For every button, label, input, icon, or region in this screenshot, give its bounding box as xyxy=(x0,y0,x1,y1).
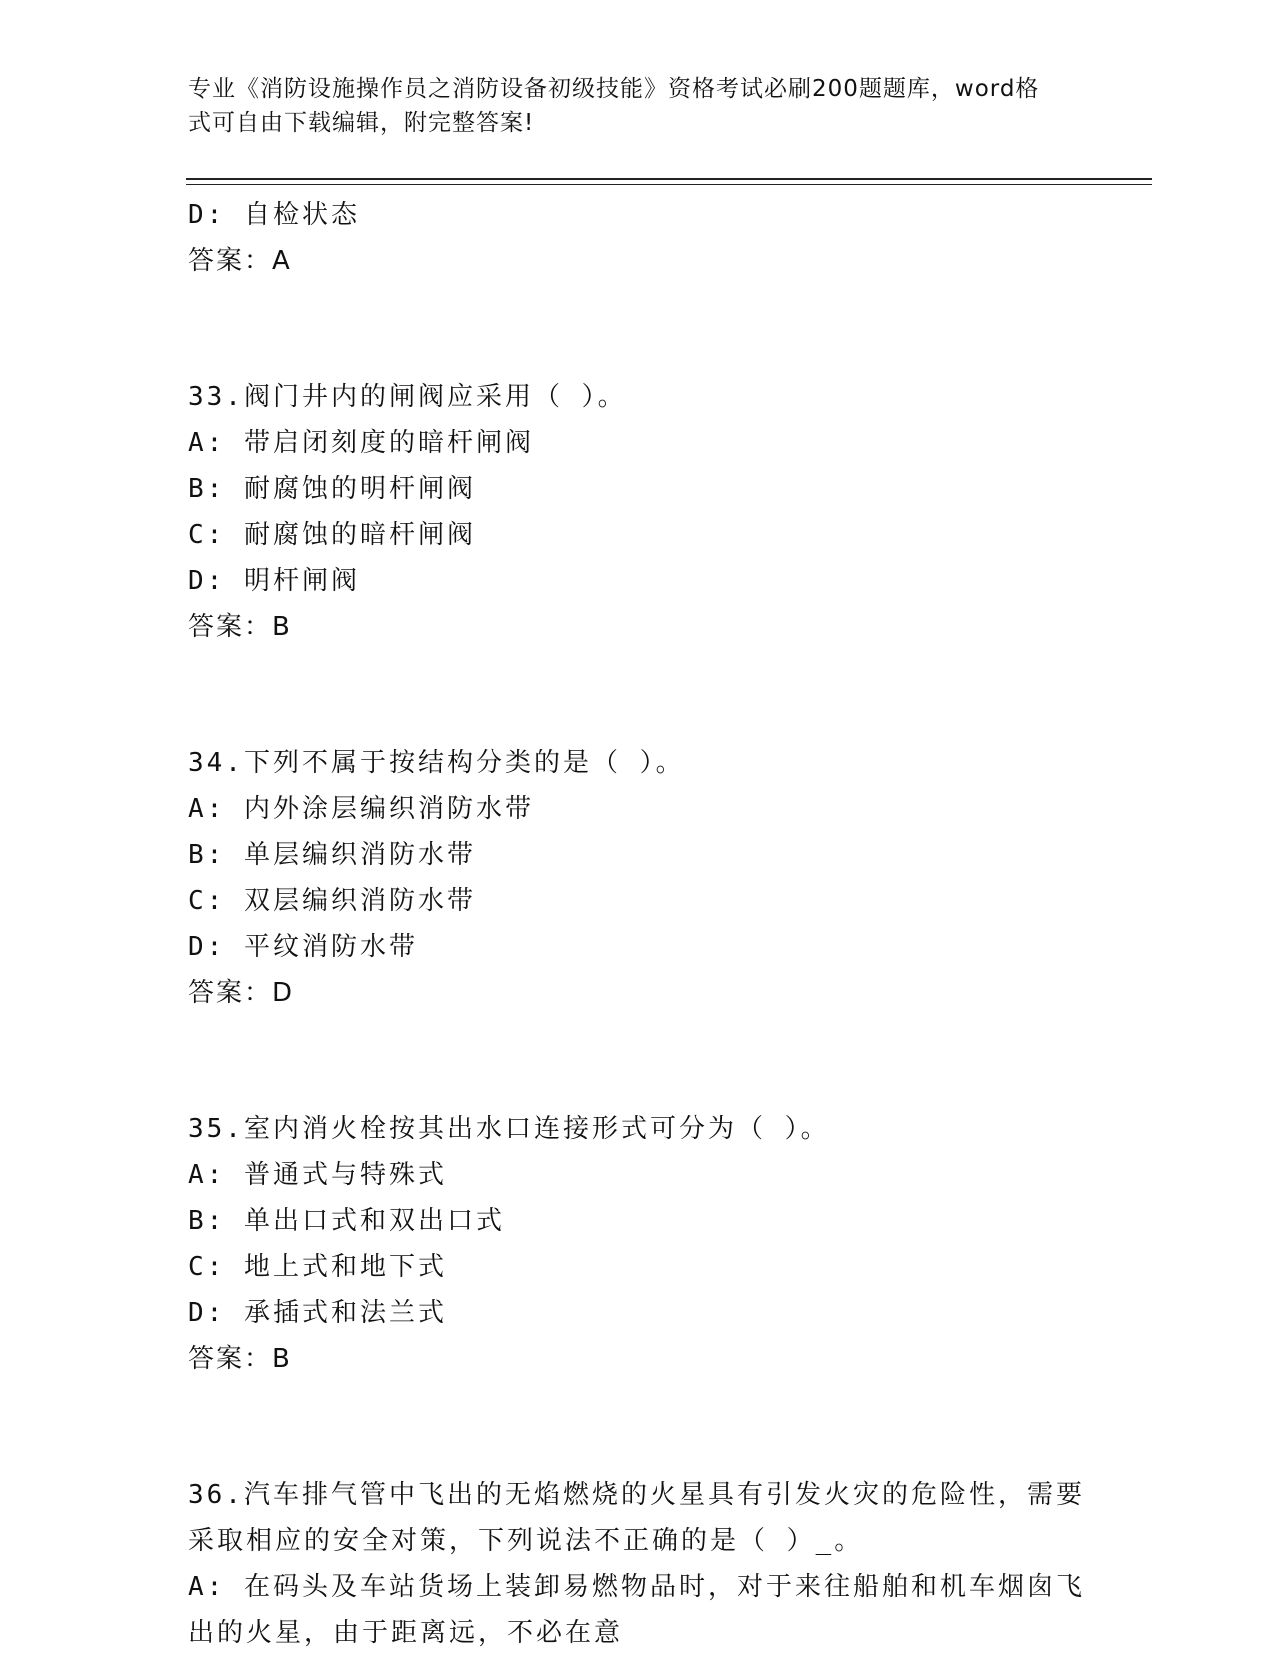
option-a: A: 普通式与特殊式 xyxy=(188,1160,447,1190)
option-a-line-2: 出的火星，由于距离远，不必在意 xyxy=(188,1618,624,1648)
question-stem: 35.室内消火栓按其出水口连接形式可分为（ ）。 xyxy=(188,1114,830,1144)
question-stem: 33.阀门井内的闸阀应采用（ ）。 xyxy=(188,382,627,412)
option-b: B: 单出口式和双出口式 xyxy=(188,1206,505,1236)
question-36 xyxy=(188,1472,1088,1656)
option-c: C: 双层编织消防水带 xyxy=(188,886,476,916)
question-34 xyxy=(188,740,1088,1016)
option-d: D: 承插式和法兰式 xyxy=(188,1298,447,1328)
option-b: B: 耐腐蚀的明杆闸阀 xyxy=(188,474,476,504)
question-list xyxy=(188,192,1088,1656)
option-a-line-1: A: 在码头及车站货场上装卸易燃物品时，对于来往船舶和机车烟囱飞 xyxy=(188,1572,1085,1602)
prev-option-d: D: 自检状态 xyxy=(188,200,360,230)
spacer xyxy=(188,1382,1088,1472)
question-35 xyxy=(188,1106,1088,1382)
question-stem-line-2: 采取相应的安全对策，下列说法不正确的是（ ）_。 xyxy=(188,1526,864,1556)
spacer xyxy=(188,650,1088,740)
answer-line: 答案：B xyxy=(188,1344,292,1374)
header-divider-thick xyxy=(186,178,1152,180)
spacer xyxy=(188,284,1088,374)
option-c: C: 地上式和地下式 xyxy=(188,1252,447,1282)
option-b: B: 单层编织消防水带 xyxy=(188,840,476,870)
header-line-1: 专业《消防设施操作员之消防设备初级技能》资格考试必刷200题题库，word格 xyxy=(188,76,1040,102)
answer-line: 答案：B xyxy=(188,612,292,642)
spacer xyxy=(188,1016,1088,1106)
option-a: A: 内外涂层编织消防水带 xyxy=(188,794,534,824)
option-a: A: 带启闭刻度的暗杆闸阀 xyxy=(188,428,534,458)
question-stem-line-1: 36.汽车排气管中飞出的无焰燃烧的火星具有引发火灾的危险性，需要 xyxy=(188,1480,1085,1510)
question-33 xyxy=(188,374,1088,650)
option-d: D: 明杆闸阀 xyxy=(188,566,360,596)
header-divider-thin xyxy=(186,184,1152,185)
document-header xyxy=(188,72,1068,140)
option-c: C: 耐腐蚀的暗杆闸阀 xyxy=(188,520,476,550)
header-line-2: 式可自由下载编辑，附完整答案! xyxy=(188,110,535,136)
prev-answer: 答案：A xyxy=(188,246,292,276)
option-d: D: 平纹消防水带 xyxy=(188,932,418,962)
question-stem: 34.下列不属于按结构分类的是（ ）。 xyxy=(188,748,685,778)
answer-line: 答案：D xyxy=(188,978,295,1008)
